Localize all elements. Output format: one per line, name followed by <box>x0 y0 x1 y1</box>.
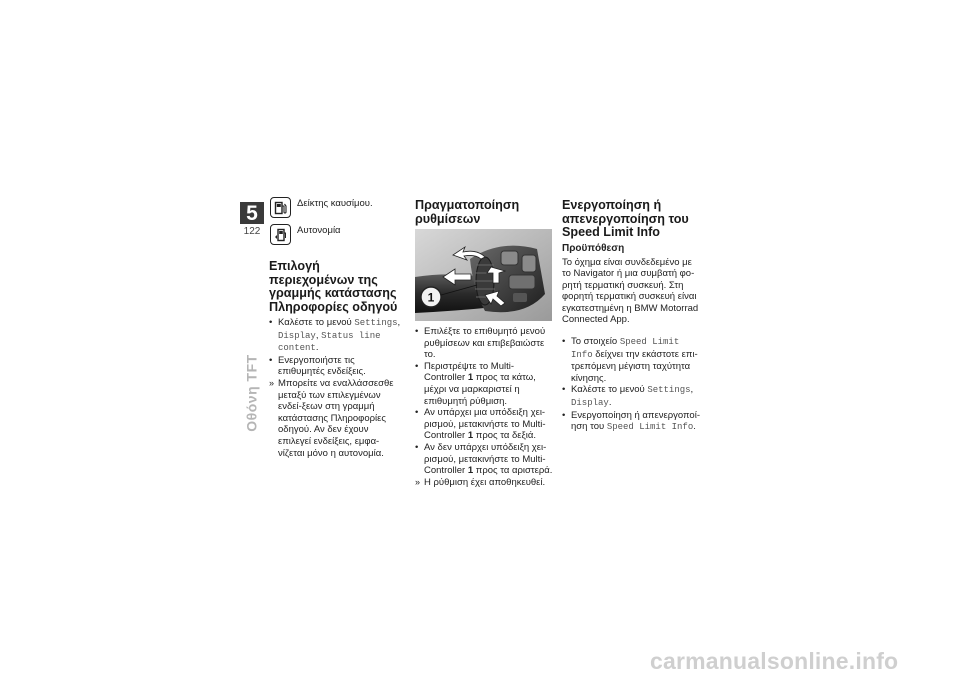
list-item: • Περιστρέψτε το Multi-Controller 1 προς τα κάτω, μέχρι να μαρκαριστεί η επιθυμητή ρύθμιση. <box>415 361 555 407</box>
list-item: • Επιλέξτε το επιθυμητό μενού ρυθμίσεων και επιβεβαιώστε το. <box>415 326 555 361</box>
result-item: » Μπορείτε να εναλλάσσεσθε μεταξύ των επιλεγμένων ενδεί-ξεων στη γραμμή κατάστασης Πληροφορίες οδηγού. Αν δεν έχουν επιλεγεί ενδείξεις, εμφα-νίζεται μόνο η αυτονομία. <box>269 378 403 459</box>
list-item: • Ενεργοποιήστε τις επιθυμητές ενδείξεις. <box>269 355 403 378</box>
list-item: • Ενεργοποίηση ή απενεργοποί-ηση του Speed Limit Info. <box>562 410 700 434</box>
callout-1: 1 <box>427 290 435 305</box>
condition-text: Το όχημα είναι συνδεδεμένο με το Navigator ή μια συμβατή φο-ρητή τερματική συσκευή. Στη φορητή τερματική συσκευή είναι εγκατεστημένη η BMW Motorrad Connected App. <box>562 256 699 326</box>
section-settings-steps <box>415 326 555 488</box>
list-item: • Αν υπάρχει μια υπόδειξη χει-ρισμού, μετακινήστε το Multi-Controller 1 προς τα δεξιά. <box>415 407 555 442</box>
subheading: Προϋπόθεση <box>562 242 625 254</box>
multi-controller-photo <box>415 229 552 321</box>
list-item: • Καλέστε το μενού Settings, Display. <box>562 384 700 409</box>
watermark: carmanualsonline.info <box>650 648 899 674</box>
section-heading: Πραγματοποίηση ρυθμίσεων <box>415 198 520 226</box>
list-item: • Καλέστε το μενού Settings, Display, Status line content. <box>269 317 403 355</box>
section-heading: Επιλογή περιεχομένων της γραμμής κατάστασης Πληροφορίες οδηγού <box>269 259 398 314</box>
section-settings <box>415 199 552 226</box>
fuel-gauge-icon <box>270 197 291 218</box>
list-item: • Το στοιχείο Speed Limit Info δείχνει την εκάστοτε επι-τρεπόμενη μέγιστη ταχύτητα κίνησης. <box>562 336 700 384</box>
section-status-line <box>269 260 403 459</box>
range-label: Αυτονομία <box>297 225 341 236</box>
list-item: • Αν δεν υπάρχει υπόδειξη χει-ρισμού, μετακινήστε το Multi-Controller 1 προς τα αριστερά. <box>415 442 555 477</box>
chapter-number: 5 <box>240 202 264 224</box>
result-item: » Η ρύθμιση έχει αποθηκευθεί. <box>415 477 555 489</box>
section-heading: Ενεργοποίηση ή απενεργοποίηση του Speed Limit Info <box>562 198 689 239</box>
page-number: 122 <box>243 226 261 237</box>
range-fuel-icon <box>270 224 291 245</box>
section-speed-limit <box>562 199 700 434</box>
side-title: Οθόνη TFT <box>244 354 260 432</box>
fuel-gauge-label: Δείκτης καυσίμου. <box>297 198 373 209</box>
